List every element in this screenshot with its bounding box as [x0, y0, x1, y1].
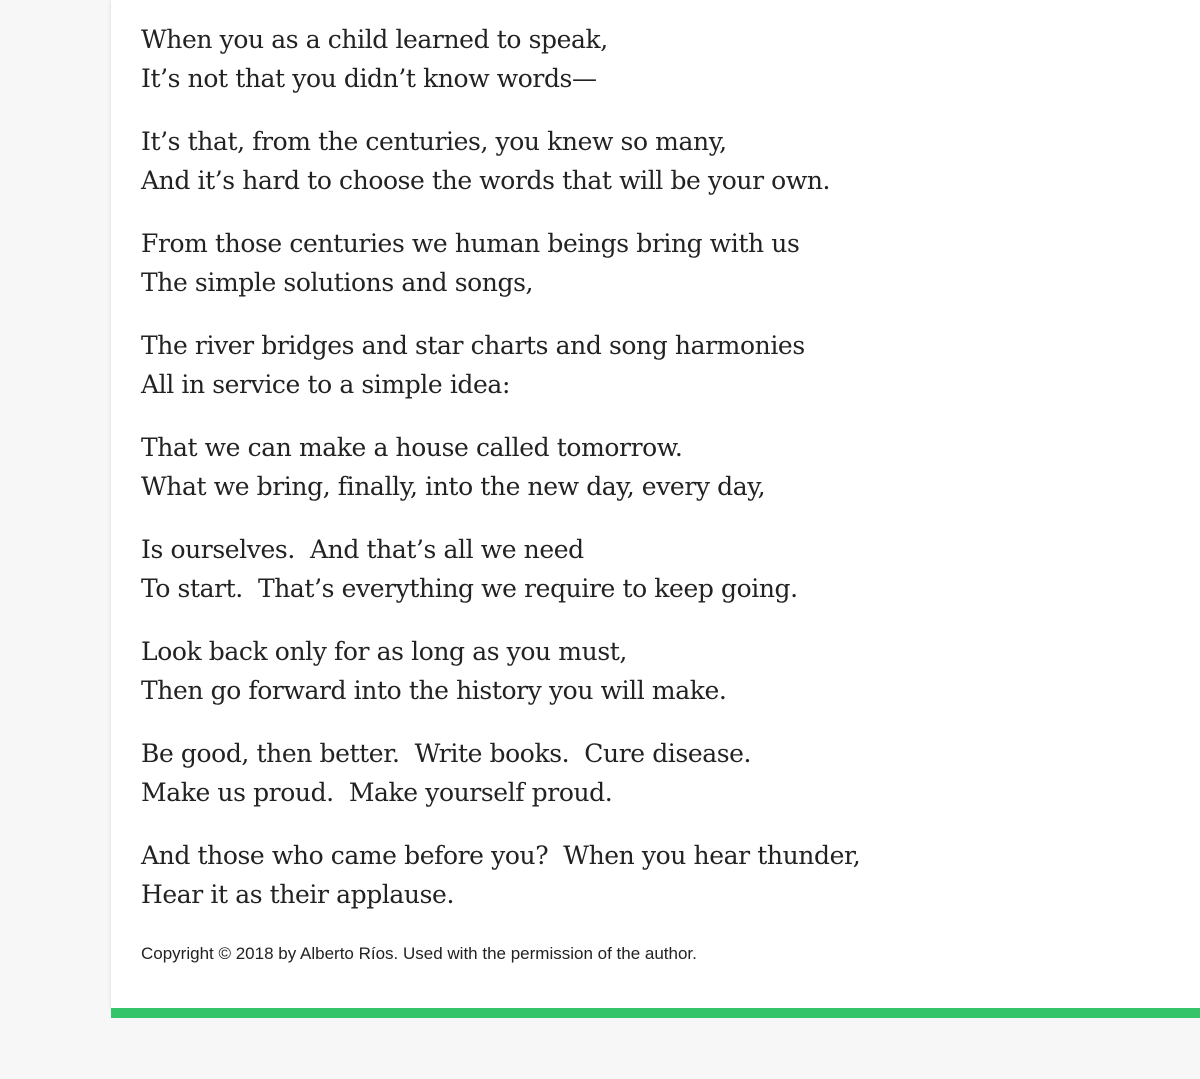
poem-line: And those who came before you? When you hear thunder,	[141, 841, 861, 870]
accent-bar	[111, 1008, 1200, 1018]
stanza	[141, 20, 901, 98]
stanza	[141, 632, 901, 710]
poem-line: Be good, then better. Write books. Cure disease.	[141, 739, 752, 768]
poem-line: Make us proud. Make yourself proud.	[141, 778, 613, 807]
poem-line: It’s not that you didn’t know words—	[141, 64, 597, 93]
poem-line: That we can make a house called tomorrow.	[141, 433, 683, 462]
poem-line: What we bring, finally, into the new day, every day,	[141, 472, 766, 501]
poem-line: All in service to a simple idea:	[141, 370, 510, 399]
poem-line: Hear it as their applause.	[141, 880, 454, 909]
poem-line: It’s that, from the centuries, you knew so many,	[141, 127, 727, 156]
poem-line: And it’s hard to choose the words that will be your own.	[141, 166, 831, 195]
poem-line: When you as a child learned to speak,	[141, 25, 608, 54]
poem-body	[141, 20, 901, 938]
stanza	[141, 530, 901, 608]
poem-line: The river bridges and star charts and song harmonies	[141, 331, 805, 360]
poem-line: Is ourselves. And that’s all we need	[141, 535, 584, 564]
stanza	[141, 836, 901, 914]
stanza	[141, 122, 901, 200]
copyright-notice: Copyright © 2018 by Alberto Ríos. Used with the permission of the author.	[141, 944, 697, 963]
poem-line: Then go forward into the history you will make.	[141, 676, 727, 705]
stanza	[141, 428, 901, 506]
stanza	[141, 326, 901, 404]
stanza	[141, 734, 901, 812]
stanza	[141, 224, 901, 302]
poem-line: The simple solutions and songs,	[141, 268, 534, 297]
poem-line: Look back only for as long as you must,	[141, 637, 627, 666]
poem-line: From those centuries we human beings bring with us	[141, 229, 800, 258]
poem-line: To start. That’s everything we require to keep going.	[141, 574, 798, 603]
